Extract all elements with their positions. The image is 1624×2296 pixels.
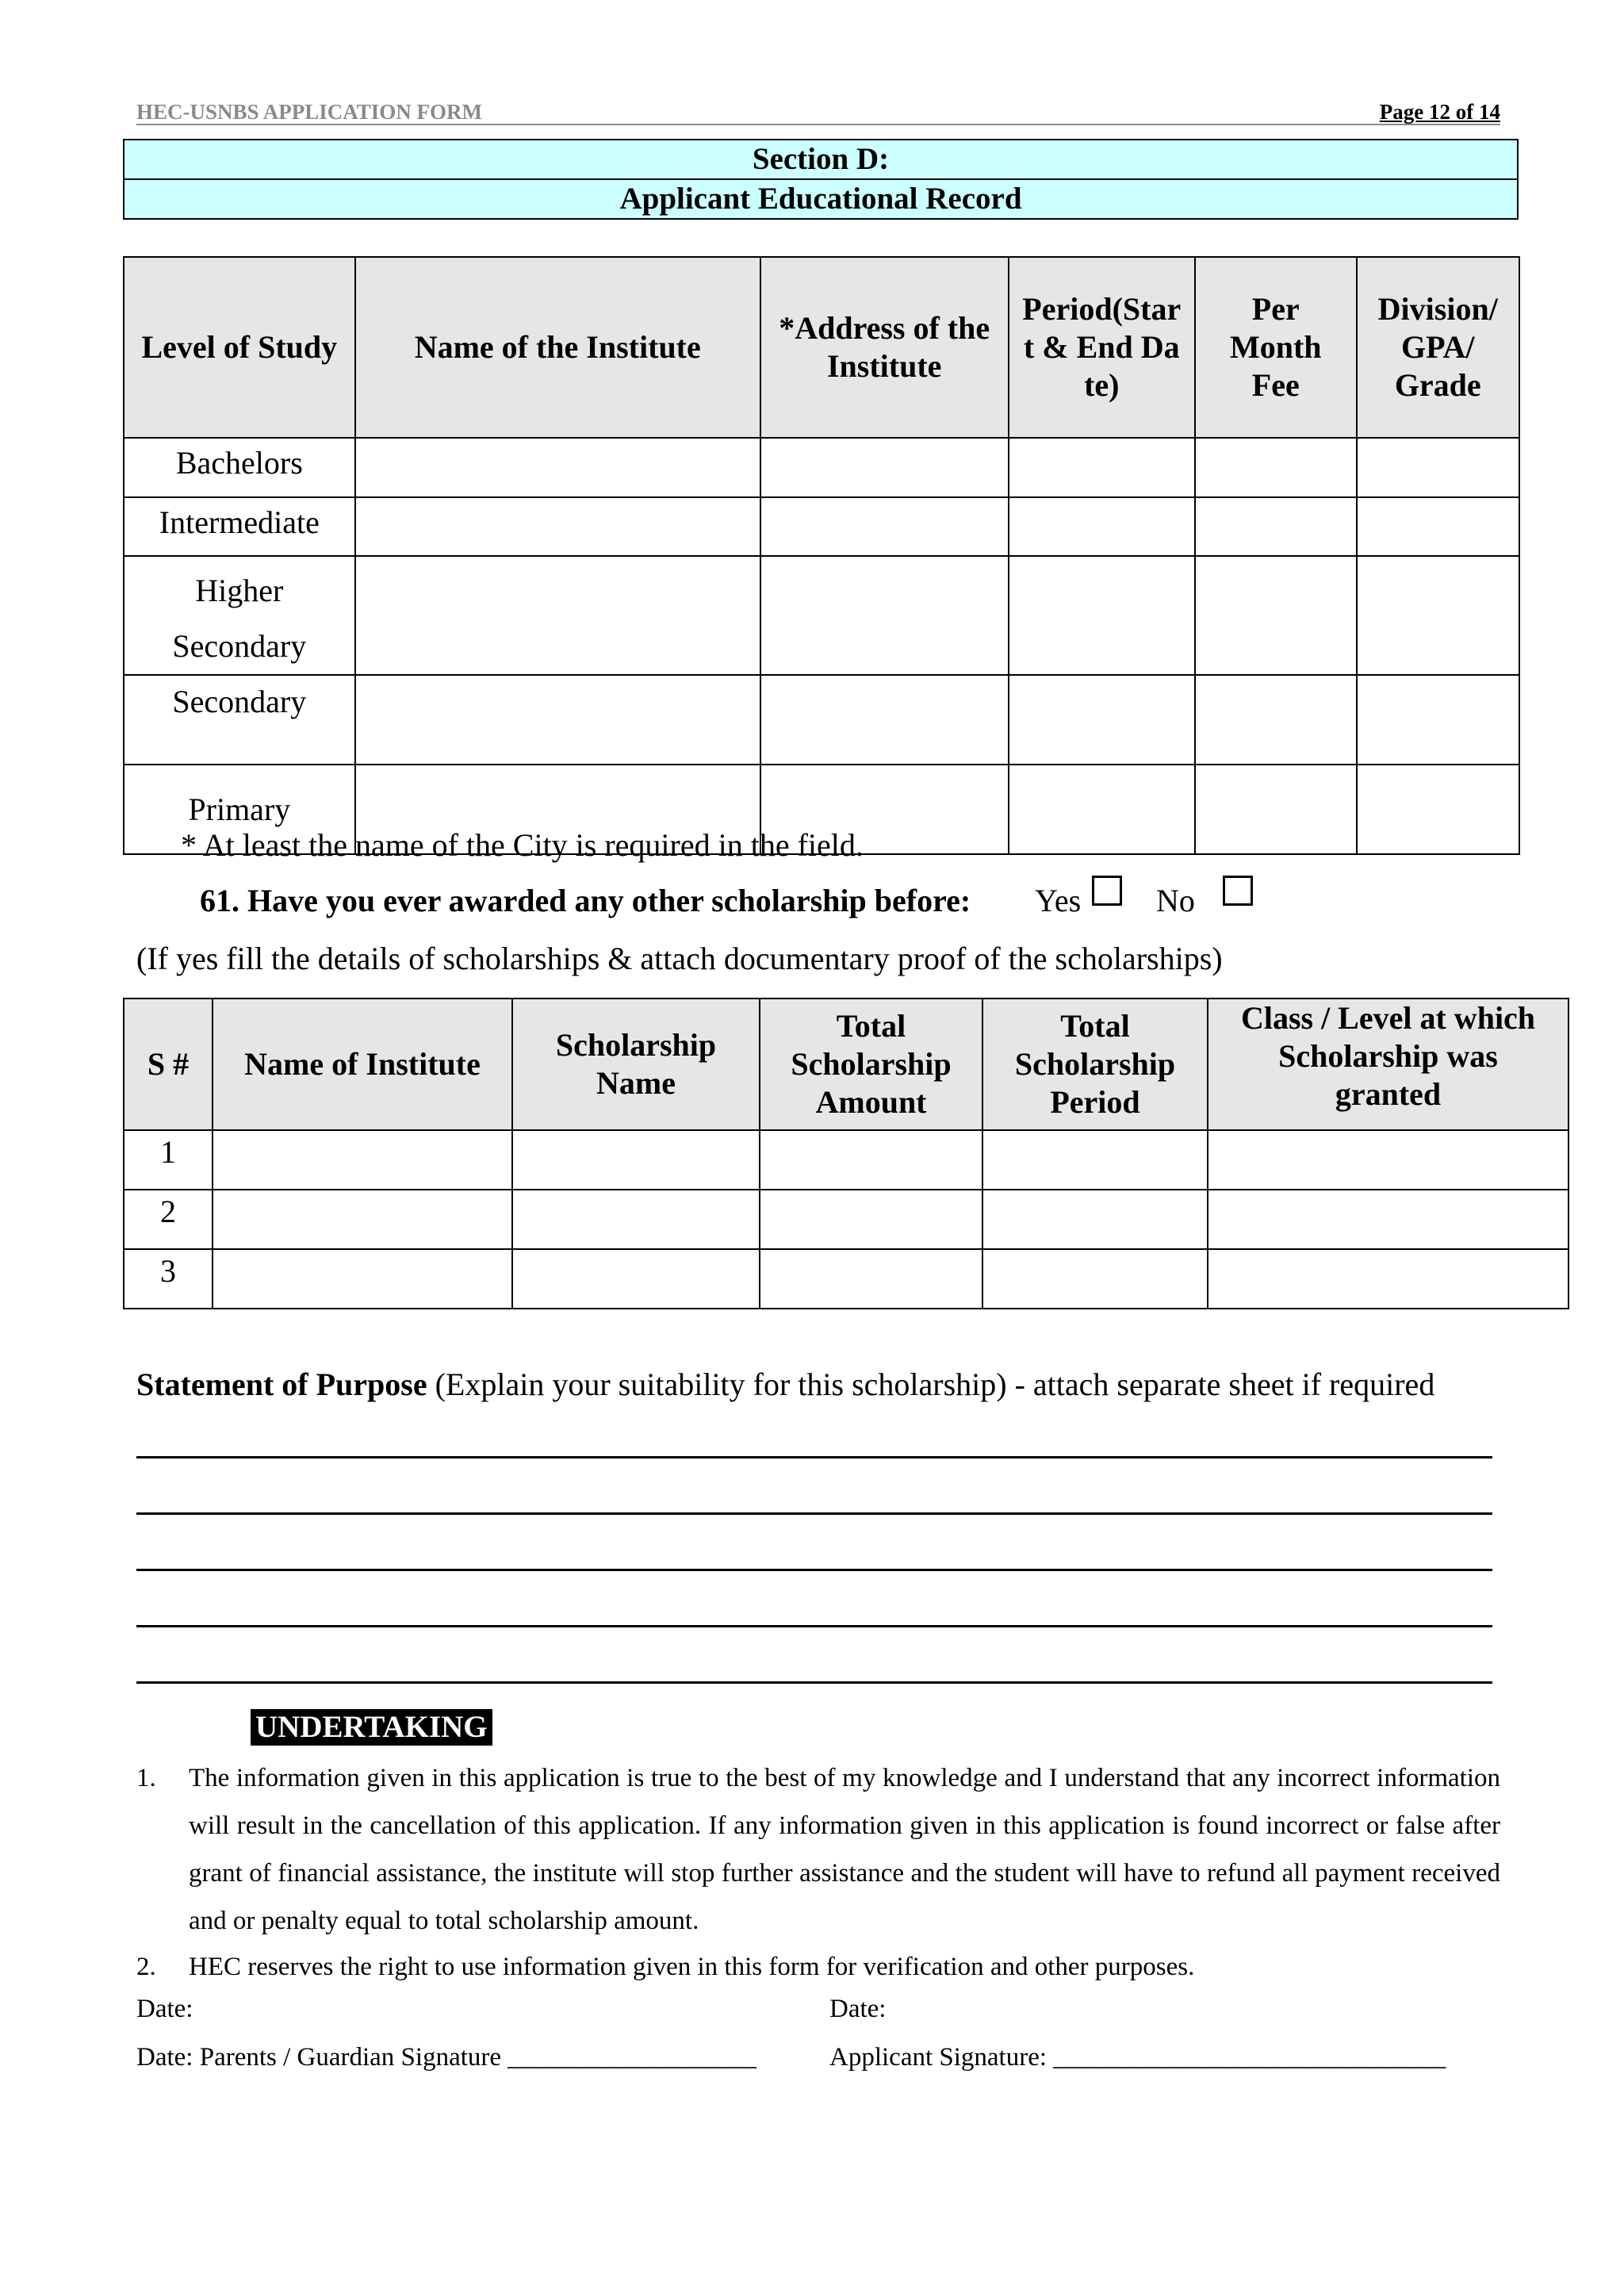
question-61: 61. Have you ever awarded any other scholarship before: [200,883,971,918]
section-title: Section D: [752,142,890,176]
institute-name-cell[interactable] [355,497,760,556]
period-cell[interactable] [1009,556,1196,675]
amount-cell[interactable] [760,1249,982,1309]
scholarship-table [123,998,1569,1309]
col-institute-name: Name of the Institute [355,257,760,438]
institute-name-cell[interactable] [355,675,760,765]
grade-cell[interactable] [1357,765,1520,854]
section-banner [123,139,1519,220]
row-label-bachelors: Bachelors [124,438,355,497]
col-period: Period(Start & End Date) [1009,257,1196,438]
fee-cell[interactable] [1195,438,1356,497]
table-row [124,1249,1568,1309]
fee-cell[interactable] [1195,497,1356,556]
address-note: * At least the name of the City is required in the field. [181,827,864,863]
serial-number: 2 [124,1190,213,1249]
class-level-cell[interactable] [1208,1249,1568,1309]
row-label-primary: Primary [124,765,355,854]
table-row [124,556,1519,675]
fee-cell[interactable] [1195,765,1356,854]
scholarship-instruction: (If yes fill the details of scholarships & attach documentary proof of the scholarships) [136,941,1223,976]
col-level-of-study: Level of Study [124,257,355,438]
period-cell[interactable] [1009,438,1196,497]
header-rule [136,124,1500,125]
col-institute-address: *Address of the Institute [760,257,1009,438]
row-label-secondary: Secondary [124,675,355,765]
table-row [124,675,1519,765]
col-monthly-fee: Per Month Fee [1195,257,1356,438]
col-grade: Division/ GPA/ Grade [1357,257,1520,438]
row-label-intermediate: Intermediate [124,497,355,556]
education-table [123,256,1520,855]
institute-address-cell[interactable] [760,438,1009,497]
yes-label: Yes [1035,883,1082,918]
grade-cell[interactable] [1357,438,1520,497]
table-row [124,497,1519,556]
fee-cell[interactable] [1195,556,1356,675]
date-right-label: Date: [829,1995,887,2023]
institute-address-cell[interactable] [760,497,1009,556]
table-row [124,438,1519,497]
applicant-signature-field[interactable]: Applicant Signature: ______________________________ [829,2043,1446,2072]
col-scholarship-name: Scholarship Name [512,999,760,1130]
institute-name-cell[interactable] [355,438,760,497]
period-cell[interactable] [1009,675,1196,765]
col-total-period: Total Scholarship Period [982,999,1208,1130]
institute-name-cell[interactable] [355,556,760,675]
col-class-level: Class / Level at which Scholarship was granted [1208,999,1568,1130]
table-row [124,1190,1568,1249]
grade-cell[interactable] [1357,675,1520,765]
sop-answer-line[interactable] [136,1681,1492,1684]
col-institute-name: Name of Institute [213,999,512,1130]
grade-cell[interactable] [1357,556,1520,675]
no-option [1156,882,1195,919]
yes-checkbox[interactable] [1092,876,1122,906]
no-checkbox[interactable] [1223,876,1253,906]
sop-answer-line[interactable] [136,1625,1492,1627]
item-text: The information given in this application is true to the best of my knowledge and I understand that any incorrect information will result in the cancellation of this application. If any information given in this application is found incorrect or false after grant of financial assistance, the institute will stop further assistance and the student will have to refund all payment received and or penalty equal to total scholarship amount. [189,1764,1500,1935]
item-number: 1. [136,1764,156,1792]
page-number: Page 12 of 14 [1379,100,1500,124]
sop-hint: (Explain your suitability for this scholarship) - attach separate sheet if required [427,1366,1435,1402]
form-title: HEC-USNBS APPLICATION FORM [136,100,483,124]
scholarship-name-cell[interactable] [512,1190,760,1249]
table-row [124,1130,1568,1190]
period-cell[interactable] [1009,497,1196,556]
institute-address-cell[interactable] [760,556,1009,675]
col-total-amount: Total Scholarship Amount [760,999,982,1130]
undertaking-item [136,1943,1500,1991]
statement-of-purpose [136,1366,1434,1403]
row-label-higher-secondary: Higher Secondary [124,556,355,675]
undertaking-title: UNDERTAKING [251,1709,492,1746]
fee-cell[interactable] [1195,675,1356,765]
sop-answer-line[interactable] [136,1512,1492,1515]
yes-option [1035,882,1081,919]
date-left-label: Date: [136,1995,193,2023]
sop-label: Statement of Purpose [136,1366,427,1402]
item-number: 2. [136,1953,156,1981]
period-cell[interactable] [982,1249,1208,1309]
guardian-signature-field[interactable]: Date: Parents / Guardian Signature ___________________ [136,2043,756,2072]
scholarship-name-cell[interactable] [512,1249,760,1309]
institute-name-cell[interactable] [213,1130,512,1190]
grade-cell[interactable] [1357,497,1520,556]
sop-answer-line[interactable] [136,1569,1492,1571]
institute-name-cell[interactable] [213,1249,512,1309]
class-level-cell[interactable] [1208,1190,1568,1249]
serial-number: 3 [124,1249,213,1309]
period-cell[interactable] [1009,765,1196,854]
col-serial: S # [124,999,213,1130]
period-cell[interactable] [982,1190,1208,1249]
item-text: HEC reserves the right to use information given in this form for verification and other purposes. [189,1953,1195,1981]
amount-cell[interactable] [760,1130,982,1190]
institute-name-cell[interactable] [213,1190,512,1249]
serial-number: 1 [124,1130,213,1190]
undertaking-item [136,1754,1500,1945]
class-level-cell[interactable] [1208,1130,1568,1190]
amount-cell[interactable] [760,1190,982,1249]
institute-address-cell[interactable] [760,675,1009,765]
period-cell[interactable] [982,1130,1208,1190]
section-subtitle: Applicant Educational Record [124,178,1517,218]
scholarship-name-cell[interactable] [512,1130,760,1190]
sop-answer-line[interactable] [136,1456,1492,1458]
no-label: No [1156,883,1195,918]
